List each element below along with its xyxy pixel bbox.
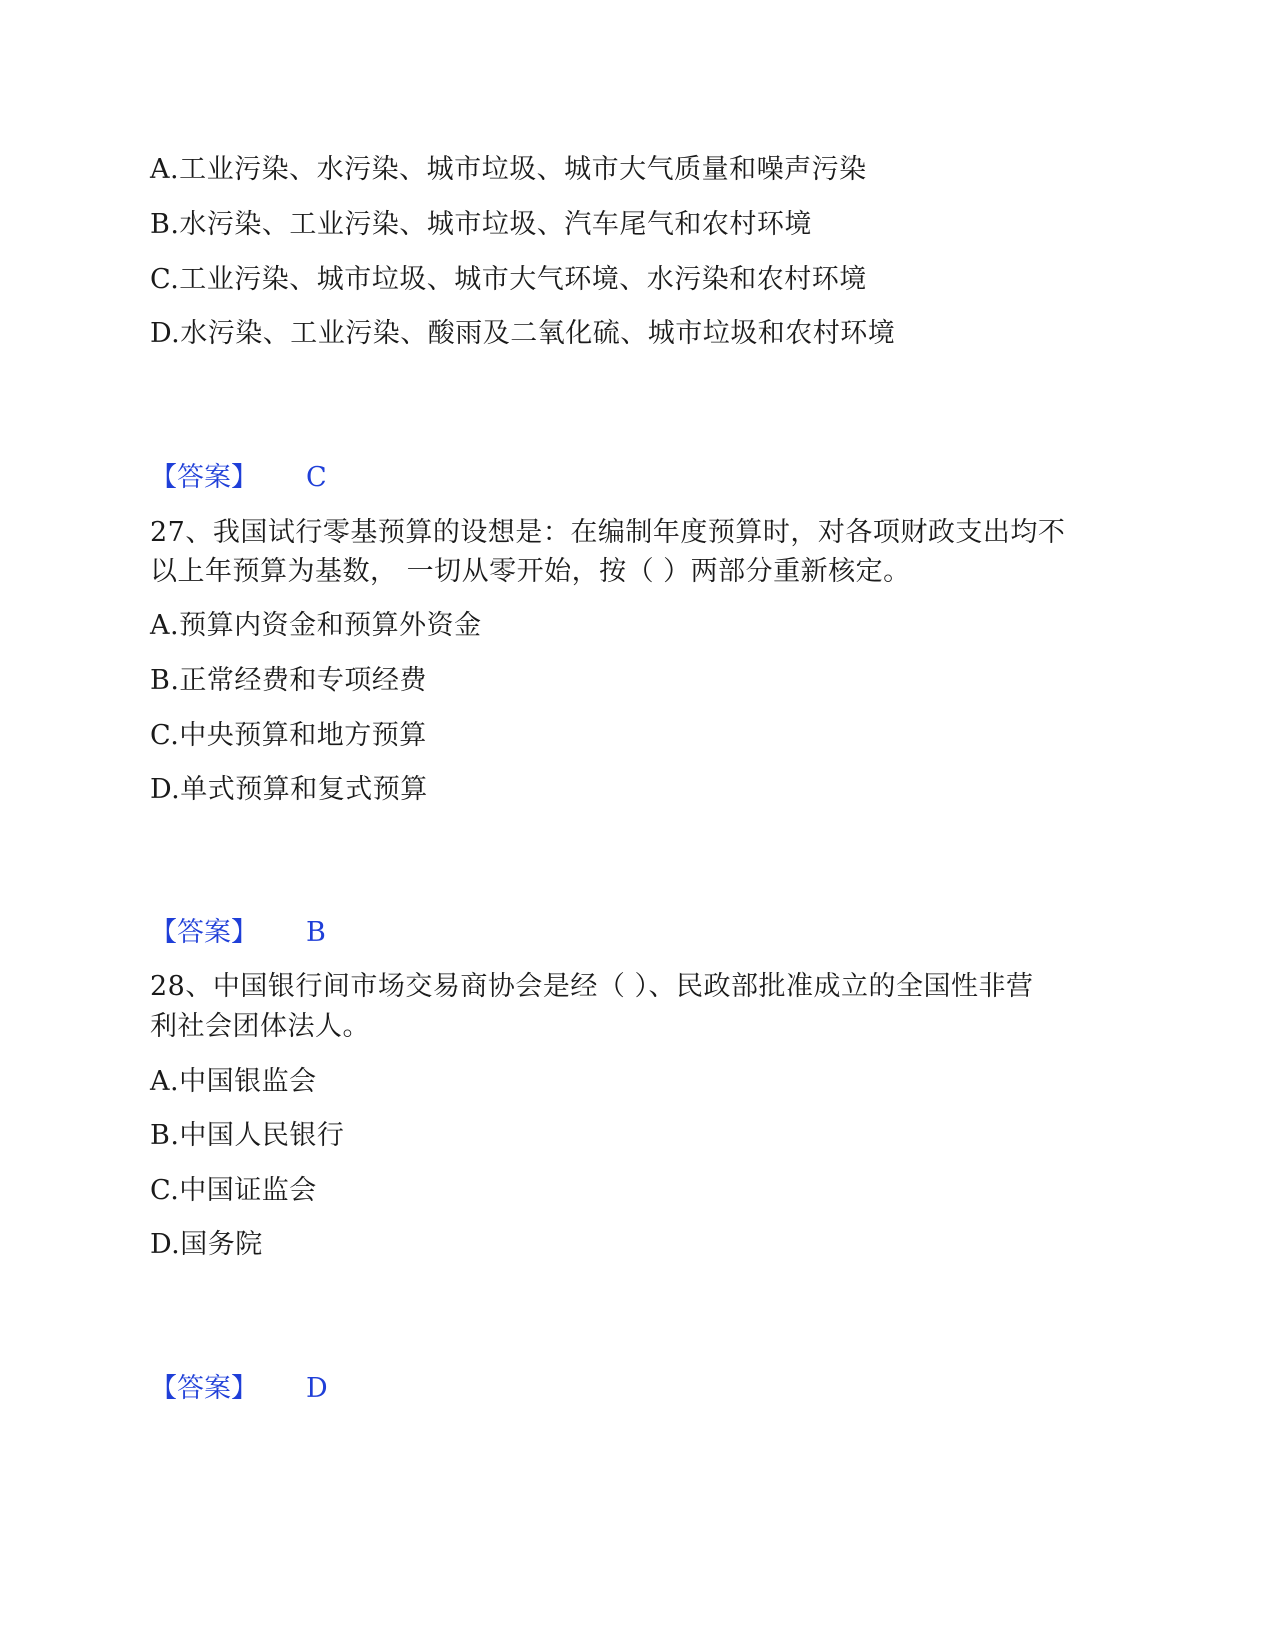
answer-label: 【答案】: [150, 1373, 258, 1404]
answer-label: 【答案】: [150, 462, 258, 493]
q28-question-line-1: 28、中国银行间市场交易商协会是经（ ）、民政部批准成立的全国性非营: [150, 971, 1034, 1002]
q27-option-b: B.正常经费和专项经费: [150, 665, 427, 696]
q27-question-line-2: 以上年预算为基数， 一切从零开始，按（ ）两部分重新核定。: [150, 556, 911, 587]
answer-label: 【答案】: [150, 917, 258, 948]
q27-option-c: C.中央预算和地方预算: [150, 720, 427, 751]
q28-option-a: A.中国银监会: [150, 1066, 317, 1097]
answer-value: D: [306, 1373, 328, 1404]
q27-option-d: D.单式预算和复式预算: [150, 774, 428, 805]
q28-option-d: D.国务院: [150, 1229, 263, 1260]
q28-option-c: C.中国证监会: [150, 1175, 317, 1206]
q26-option-c: C.工业污染、城市垃圾、城市大气环境、水污染和农村环境: [150, 264, 867, 295]
q26-answer: [150, 458, 327, 498]
q28-answer: [150, 1369, 328, 1409]
q26-option-a: A.工业污染、水污染、城市垃圾、城市大气质量和噪声污染: [150, 154, 867, 185]
q27-option-a: A.预算内资金和预算外资金: [150, 610, 482, 641]
answer-value: B: [306, 917, 326, 948]
answer-value: C: [306, 462, 327, 493]
q28-question-line-2: 利社会团体法人。: [150, 1011, 370, 1042]
q28-option-b: B.中国人民银行: [150, 1120, 345, 1151]
q26-option-b: B.水污染、工业污染、城市垃圾、汽车尾气和农村环境: [150, 209, 812, 240]
q26-option-d: D.水污染、工业污染、酸雨及二氧化硫、城市垃圾和农村环境: [150, 318, 896, 349]
q27-question-line-1: 27、我国试行零基预算的设想是：在编制年度预算时，对各项财政支出均不: [150, 517, 1066, 548]
q27-answer: [150, 913, 326, 953]
